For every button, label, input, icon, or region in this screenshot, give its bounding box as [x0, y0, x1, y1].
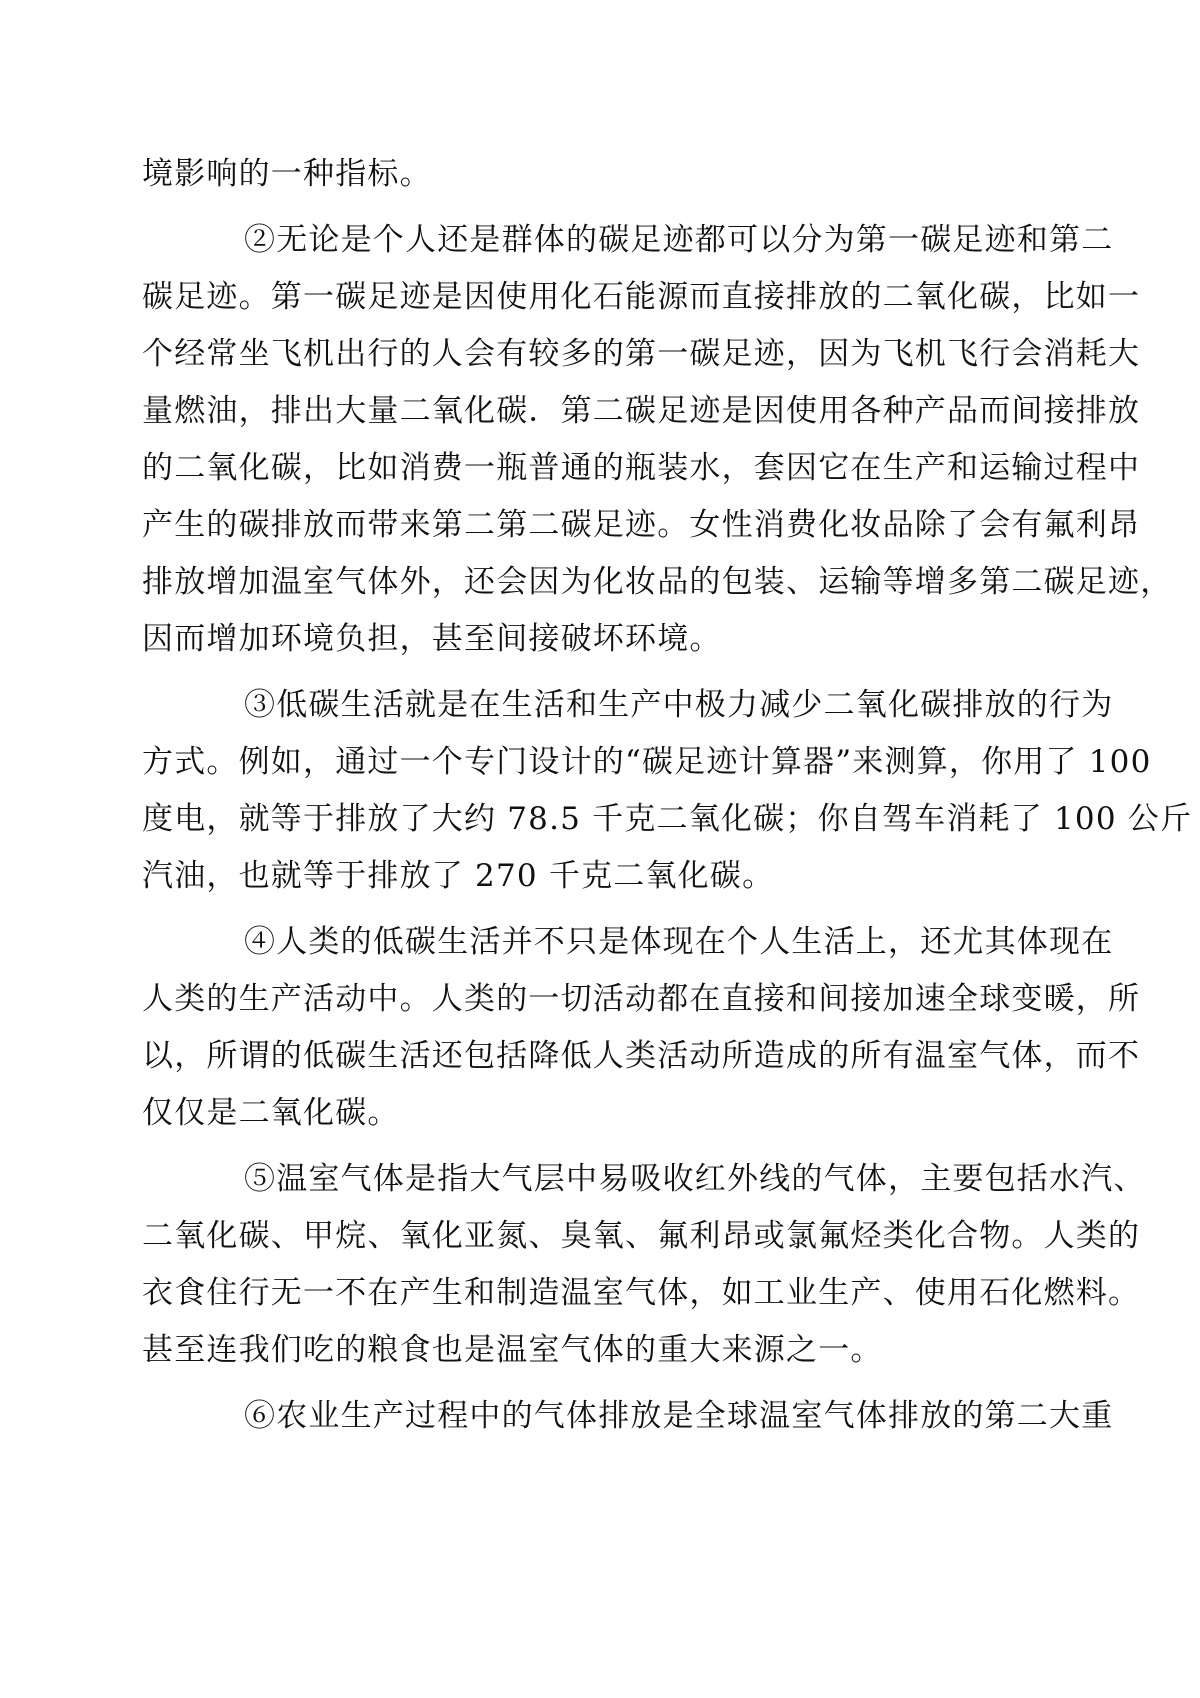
text-line: 碳足迹。第一碳足迹是因使用化石能源而直接排放的二氧化碳，比如一: [142, 279, 1141, 315]
text-line: ④人类的低碳生活并不只是体现在个人生活上，还尤其体现在: [244, 924, 1114, 960]
text-line: ③低碳生活就是在生活和生产中极力减少二氧化碳排放的行为: [244, 687, 1114, 723]
paragraph-p-continued: [142, 146, 1030, 203]
paragraph-p4: [142, 914, 1141, 1142]
text-line: 量燃油，排出大量二氧化碳．第二碳足迹是因使用各种产品而间接排放: [142, 393, 1141, 429]
paragraph-p2: [142, 212, 1173, 668]
text-line: 人类的生产活动中。人类的一切活动都在直接和间接加速全球变暖，所: [142, 981, 1141, 1017]
paragraph-gap: [142, 1379, 1030, 1388]
paragraph-p6: [142, 1388, 1114, 1445]
paragraph-p3: [142, 677, 1193, 905]
text-line: 衣食住行无一不在产生和制造温室气体，如工业生产、使用石化燃料。: [142, 1275, 1141, 1311]
text-line: 汽油，也就等于排放了 270 千克二氧化碳。: [142, 858, 775, 894]
text-line: ②无论是个人还是群体的碳足迹都可以分为第一碳足迹和第二: [244, 222, 1114, 258]
text-line: 个经常坐飞机出行的人会有较多的第一碳足迹，因为飞机飞行会消耗大: [142, 336, 1141, 372]
text-line: ⑥农业生产过程中的气体排放是全球温室气体排放的第二大重: [244, 1398, 1114, 1434]
paragraph-gap: [142, 1142, 1030, 1151]
paragraph-p5: [142, 1151, 1146, 1379]
article-body: [142, 146, 1193, 1445]
text-line: 方式。例如，通过一个专门设计的“碳足迹计算器”来测算，你用了 100: [142, 744, 1152, 780]
text-line: 排放增加温室气体外，还会因为化妆品的包装、运输等增多第二碳足迹，: [142, 564, 1173, 600]
text-line: 度电，就等于排放了大约 78.5 千克二氧化碳；你自驾车消耗了 100 公斤: [142, 801, 1193, 837]
text-line: 因而增加环境负担，甚至间接破坏环境。: [142, 621, 722, 657]
text-line: ⑤温室气体是指大气层中易吸收红外线的气体，主要包括水汽、: [244, 1161, 1146, 1197]
paragraph-gap: [142, 203, 1030, 212]
text-line: 以，所谓的低碳生活还包括降低人类活动所造成的所有温室气体，而不: [142, 1038, 1141, 1074]
text-line: 的二氧化碳，比如消费一瓶普通的瓶装水，套因它在生产和运输过程中: [142, 450, 1141, 486]
text-line: 产生的碳排放而带来第二第二碳足迹。女性消费化妆品除了会有氟利昂: [142, 507, 1141, 543]
text-line: 境影响的一种指标。: [142, 156, 432, 192]
paragraph-gap: [142, 668, 1030, 677]
text-line: 甚至连我们吃的粮食也是温室气体的重大来源之一。: [142, 1332, 883, 1368]
text-line: 二氧化碳、甲烷、氧化亚氮、臭氧、氟利昂或氯氟烃类化合物。人类的: [142, 1218, 1141, 1254]
text-line: 仅仅是二氧化碳。: [142, 1095, 400, 1131]
paragraph-gap: [142, 905, 1030, 914]
